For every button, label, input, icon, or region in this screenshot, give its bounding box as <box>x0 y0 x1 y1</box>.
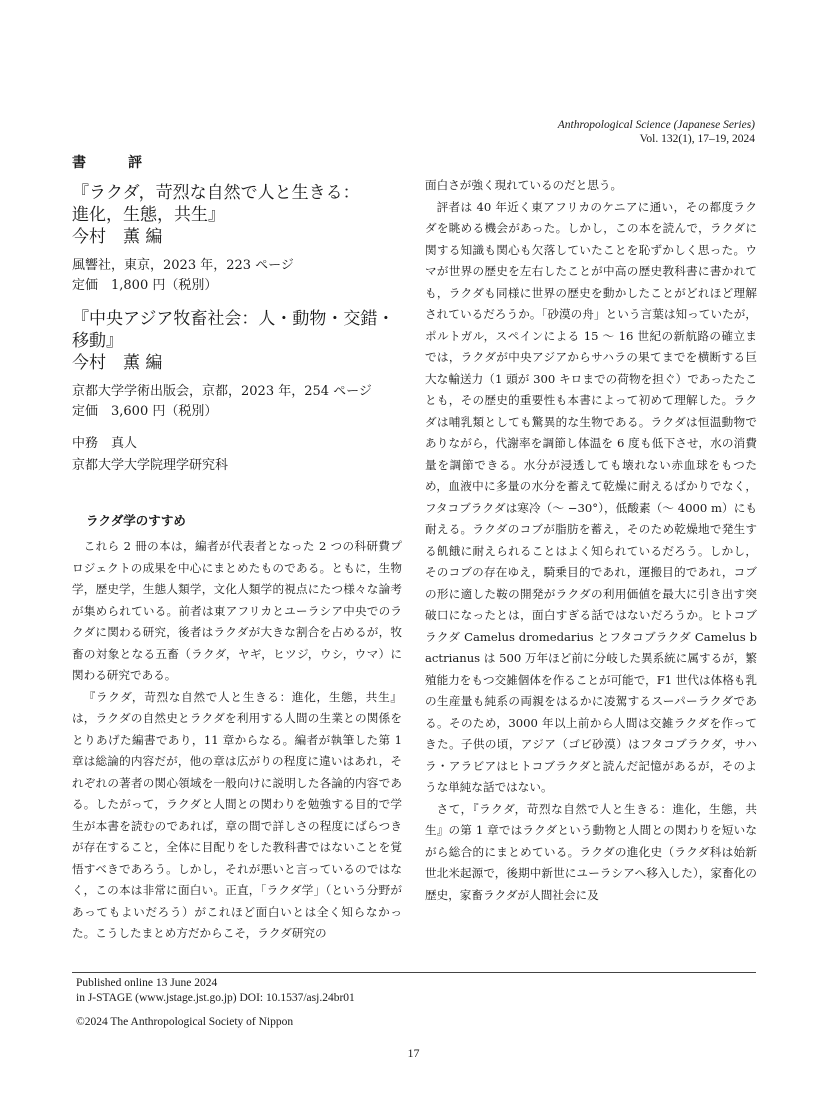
section-label: 書 評 <box>72 155 156 171</box>
footer-divider <box>72 972 756 973</box>
journal-header <box>558 118 755 146</box>
copyright: ©2024 The Anthropological Society of Nippon <box>76 1016 294 1028</box>
journal-name: Anthropological Science (Japanese Series) <box>557 119 755 131</box>
reviewer-affiliation: 京都大学大学院理学研究科 <box>72 458 229 473</box>
body-paragraph: これら 2 冊の本は，編者が代表者となった 2 つの科研費プロジェクトの成果を中心にまとめたものである。ともに，生物学，歴史学，生態人類学，文化人類学的視点にたつ様々な論考が集められている。前者は東アフリカとユーラシア中央でのラクダに関わる研究，後者はラクダが大きな割合を占めるが，牧畜の対象となる五畜（ラクダ，ヤギ，ヒツジ，ウシ，ウマ）に関わる研究である。 <box>72 539 402 682</box>
publication-info <box>76 976 355 1006</box>
reviewer-name: 中務 真人 <box>72 436 138 451</box>
book-price: 定価 3,600 円（税別） <box>72 404 218 419</box>
book-editor: 今村 薫 編 <box>72 227 163 247</box>
book-title-line: 進化，生態，共生』 <box>72 205 225 225</box>
book-entry <box>72 308 402 422</box>
section-subheading: ラクダ学のすすめ <box>86 513 186 528</box>
book-publisher: 風響社，東京，2023 年，223 ページ <box>72 258 294 273</box>
body-paragraph: さて，『ラクダ，苛烈な自然で人と生きる：進化，生態，共生』の第 1 章ではラクダという動物と人間との関わりを短いながら総合的にまとめている。ラクダの進化史（ラクダ科は始新世北米起源で，後期中新世にユーラシアへ移入した），家畜化の歴史，家畜ラクダが人間社会に及 <box>425 801 757 902</box>
body-paragraph: 評者は 40 年近く東アフリカのケニアに通い，その都度ラクダを眺める機会があった。しかし，この本を読んで，ラクダに関する知識も関心も欠落していたことを恥ずかしく思った。ウマが世界の歴史を左右したことが中高の歴史教科書に書かれても，ラクダも同様に世界の歴史を動かしたことがどれほど理解されているだろうか。「砂漠の舟」という言葉は知っていたが，ポルトガル，スペインによる 15 ～ 16 世紀の新航路の確立までは，ラクダが中央アジアからサハラの果てまでを横断する巨大な輸送力（1 頭が 300 キロまでの荷物を担ぐ）であったたことも，その歴史的重要性も本書によって初めて理解した。ラクダは哺乳類としても驚異的な生物である。ラクダは恒温動物でありながら，代謝率を調節し体温を 6 度も低下させ，水の消費量を調節できる。水分が浸透しても壊れない赤血球をもつため，血液中に多量の水分を蓄えて乾燥に耐えるばかりでなく，フタコブラクダは寒冷（～ −30°），低酸素（～ 4000 m）にも耐える。ラクダのコブが脂肪を蓄え，そのため乾燥地で発生する飢餓に耐えられることはよく知られているだろう。しかし，そのコブの存在ゆえ，騎乗目的であれ，運搬目的であれ，コブの形に適した鞍の開発がラクダの利用価値を最大に引き出す突破口になったとは，面白すぎる話ではないだろうか。ヒトコブラクダ Camelus dromedarius とフタコブラクダ Camelus bactrianus は 500 万年ほど前に分岐した異系統に属するが，繁殖能力をもつ交雑個体を作ることが可能で，F1 世代は体格も乳の生産量も純系の両親をはるかに凌駕するスーパーラクダである。そのため，3000 年以上前から人間は交雑ラクダを作ってきた。子供の頃，アジア（ゴビ砂漠）はフタコブラクダ，サハラ・アラビアはヒトコブラクダと読んだ記憶があるが，そのような単純な話ではない。 <box>425 199 757 794</box>
published-date: Published online 13 June 2024 <box>76 977 218 989</box>
review-header <box>72 152 402 476</box>
body-column-right <box>425 175 757 906</box>
doi-line: in J-STAGE (www.jstage.jst.go.jp) DOI: 10.1537/asj.24br01 <box>76 992 355 1004</box>
book-publisher: 京都大学学術出版会，京都，2023 年，254 ページ <box>72 384 372 399</box>
body-column-left <box>72 512 402 945</box>
book-editor: 今村 薫 編 <box>72 353 163 373</box>
book-entry <box>72 182 402 296</box>
book-price: 定価 1,800 円（税別） <box>72 278 218 293</box>
journal-volume: Vol. 132(1), 17–19, 2024 <box>639 133 755 145</box>
body-paragraph: 面白さが強く現れているのだと思う。 <box>425 178 623 192</box>
book-title-line: 移動』 <box>72 331 123 351</box>
page-number: 17 <box>407 1046 420 1060</box>
book-title-line: 『中央アジア牧畜社会：人・動物・交錯・ <box>72 309 395 329</box>
body-paragraph: 『ラクダ，苛烈な自然で人と生きる：進化，生態，共生』は，ラクダの自然史とラクダを利用する人間の生業との関係をとりあげた編書であり，11 章からなる。編者が執筆した第 1 章は総論的内容だが，他の章は広がりの程度に違いはあれ，それぞれの著者の関心領域を一般向けに説明した各論的内容である。したがって，ラクダと人間との関わりを勉強する目的で学生が本書を読むのであれば，章の間で詳しさの程度にばらつきが存在すること，全体に目配りをした教科書ではないことを覚悟すべきであろう。しかし，それが悪いと言っているのではなく，この本は非常に面白い。正直，「ラクダ学」（という分野があってもよいだろう）がこれほど面白いとは全く知らなかった。こうしたまとめ方だからこそ，ラクダ研究の <box>72 689 402 940</box>
book-title-line: 『ラクダ，苛烈な自然で人と生きる： <box>72 183 360 203</box>
